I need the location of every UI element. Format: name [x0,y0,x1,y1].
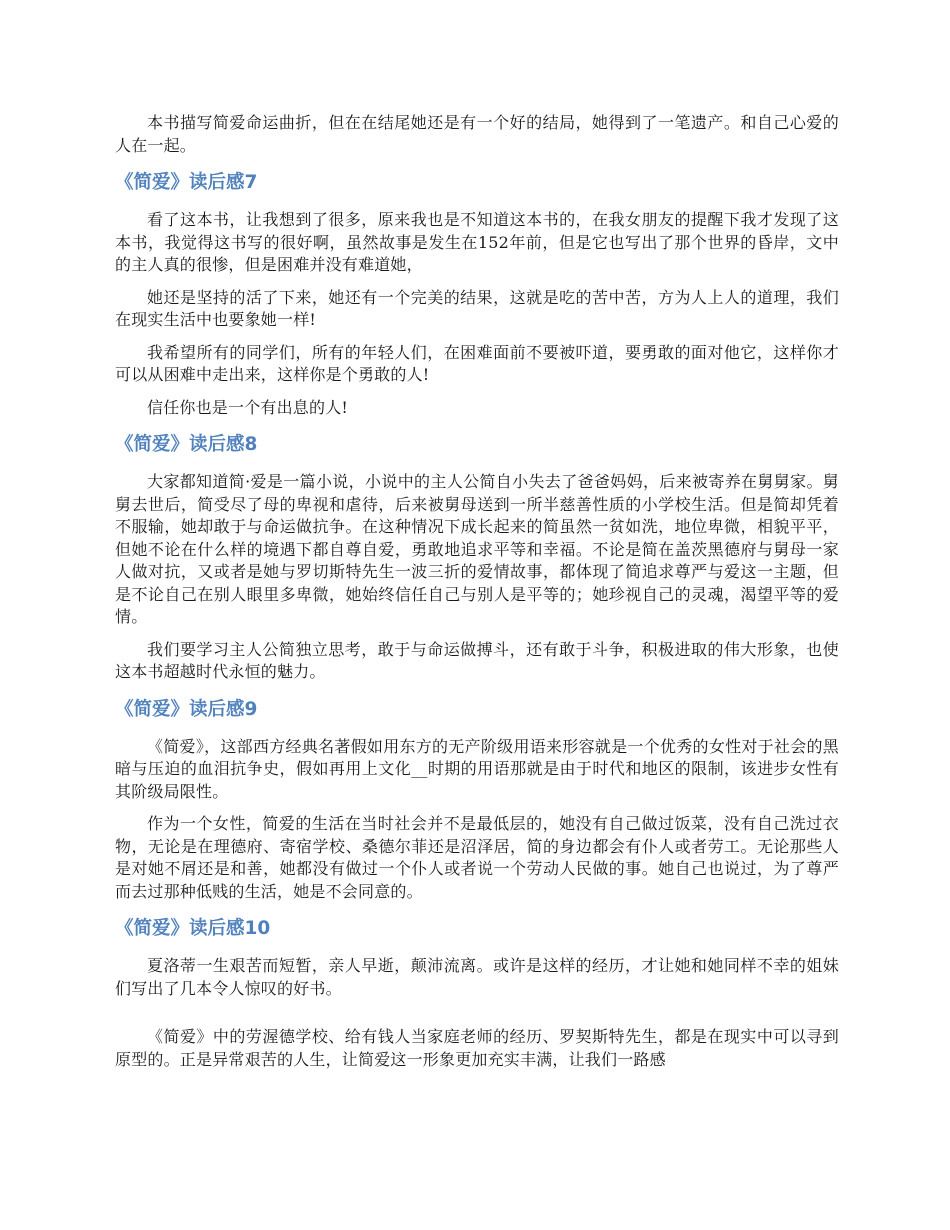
section-7-paragraph-4: 信任你也是一个有出息的人! [147,397,349,417]
section-7-paragraph-2: 她还是坚持的活了下来，她还有一个完美的结果，这就是吃的苦中苦，方为人上人的道理，我们在现实生活中也要象她一样! [115,287,839,329]
section-10-paragraph-1: 夏洛蒂一生艰苦而短暂，亲人早逝，颠沛流离。或许是这样的经历，才让她和她同样不幸的姐妹们写出了几本令人惊叹的好书。 [115,956,839,998]
section-8-paragraph-2: 我们要学习主人公简独立思考，敢于与命运做搏斗，还有敢于斗争，积极进取的伟大形象，也使这本书超越时代永恒的魅力。 [115,639,839,681]
section-heading-10: 《简爱》读后感10 [115,918,271,939]
section-9-paragraph-1: 《简爱》，这部西方经典名著假如用东方的无产阶级用语来形容就是一个优秀的女性对于社会的黑暗与压迫的血泪抗争史，假如再用上文化__时期的用语那就是由于时代和地区的限制，该进步女性有其阶级局限性。 [115,736,839,801]
section-7-paragraph-1: 看了这本书，让我想到了很多，原来我也是不知道这本书的，在我女朋友的提醒下我才发现了这本书，我觉得这书写的很好啊，虽然故事是发生在152年前，但是它也写出了那个世界的昏岸，文中的主人真的很惨，但是困难并没有难道她， [115,210,839,274]
section-7-paragraph-3: 我希望所有的同学们，所有的年轻人们，在困难面前不要被吓道，要勇敢的面对他它，这样你才可以从困难中走出来，这样你是个勇敢的人! [115,342,839,384]
section-heading-9: 《简爱》读后感9 [115,698,258,720]
paragraph-gap [115,1010,839,1026]
intro-paragraph: 本书描写简爱命运曲折，但在在结尾她还是有一个好的结局，她得到了一笔遗产。和自己心爱的人在一起。 [115,113,839,155]
section-heading-8: 《简爱》读后感8 [115,434,258,455]
section-9-paragraph-2: 作为一个女性，简爱的生活在当时社会并不是最低层的，她没有自己做过饭菜，没有自己洗过衣物，无论是在理德府、寄宿学校、桑德尔菲还是沼泽居，简的身边都会有仆人或者劳工。无论那些人是对她不屑还是和善，她都没有做过一个仆人或者说一个劳动人民做的事。她自己也说过，为了尊严而去过那种低贱的生活，她是不会同意的。 [115,814,839,901]
section-8-paragraph-1: 大家都知道简·爱是一篇小说，小说中的主人公简自小失去了爸爸妈妈，后来被寄养在舅舅家。舅舅去世后，简受尽了母的卑视和虐待，后来被舅母送到一所半慈善性质的小学校生活。但是简却凭着不服输，她却敢于与命运做抗争。在这种情况下成长起来的简虽然一贫如洗，地位卑微，相貌平平，但她不论在什么样的境遇下都自尊自爱，勇敢地追求平等和幸福。不论是简在盖茨黑德府与舅母一家人做对抗，又或者是她与罗切斯特先生一波三折的爱情故事，都体现了简追求尊严与爱这一主题，但是不论自己在别人眼里多卑微，她始终信任自己与别人是平等的；她珍视自己的灵魂，渴望平等的爱情。 [115,472,839,626]
closing-paragraph: 《简爱》中的劳渥德学校、给有钱人当家庭老师的经历、罗契斯特先生，都是在现实中可以寻到原型的。正是异常艰苦的人生，让简爱这一形象更加充实丰满，让我们一路感 [115,1027,839,1069]
document-body [115,112,839,1081]
section-heading-7: 《简爱》读后感7 [115,172,258,193]
